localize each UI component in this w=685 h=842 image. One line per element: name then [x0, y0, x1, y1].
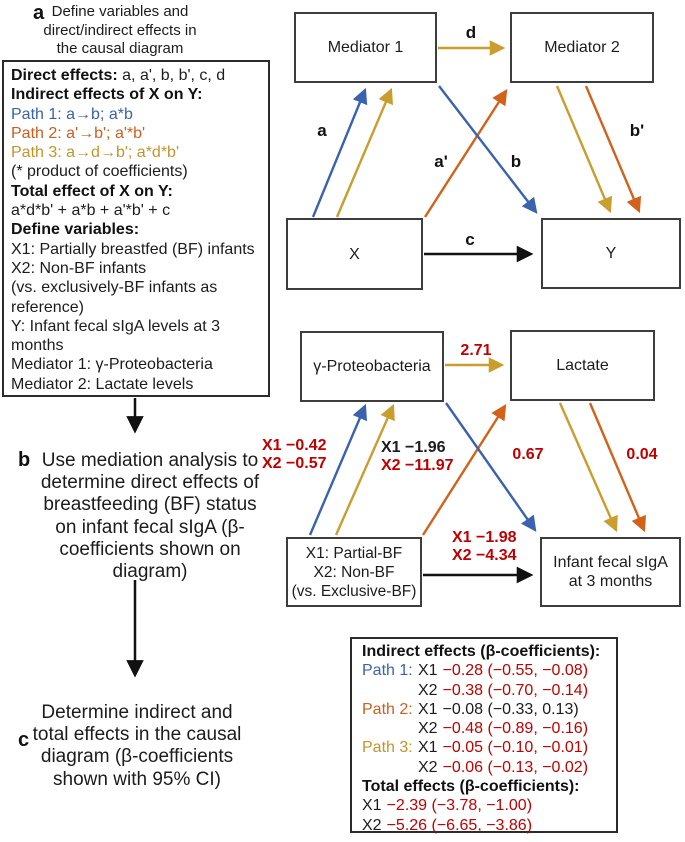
- results-path1-label: Path 1:: [362, 662, 413, 680]
- x1-label: X1: [418, 739, 438, 757]
- x1-label: X1: [362, 797, 382, 815]
- panel-c-description-line: total effects in the causal: [32, 724, 242, 746]
- results-path1-x2: [418, 681, 588, 700]
- indirect-effects-label: Indirect effects of X on Y:: [11, 86, 203, 104]
- coef-a-prime: [381, 439, 454, 476]
- definitions-box: [2, 60, 270, 397]
- variable-line: (vs. exclusively-BF infants as: [11, 279, 218, 297]
- total-effects-x1: [362, 796, 606, 815]
- edge-label-b: b: [510, 152, 522, 171]
- panel-a-title-line: direct/indirect effects in: [43, 21, 197, 39]
- indirect-effects-title: Indirect effects (β-coefficients):: [362, 643, 601, 660]
- variable-line: X2: Non-BF infants: [11, 259, 147, 277]
- node-bf-status-line: X2: Non-BF: [313, 563, 395, 581]
- panel-b-description-line: diagram): [112, 561, 188, 583]
- path3-definition: Path 3: a→d→b'; a*d*b': [11, 144, 179, 162]
- arrow-path3-lactate-to-siga: [560, 403, 616, 530]
- total-effects-x2: [362, 816, 606, 835]
- panel-b-description-line: determine direct effects of: [40, 472, 260, 494]
- panel-c-description-line: Determine indirect and: [41, 702, 233, 723]
- panel-c-label: c: [18, 729, 30, 751]
- arrow-b-prime-coef: [590, 403, 644, 530]
- x2-label: X2: [418, 681, 438, 699]
- panel-b-description-line: on infant fecal sIgA (β-: [55, 516, 245, 538]
- arrow-a-x-to-m1: [313, 90, 365, 217]
- direct-effects-values: a, a', b, b', c, d: [117, 67, 226, 84]
- edge-label-a-prime: a': [434, 152, 448, 171]
- variable-line: months: [11, 337, 64, 355]
- panel-a-title-line: Define variables and: [51, 3, 189, 20]
- variable-line: Mediator 1: γ-Proteobacteria: [11, 356, 213, 374]
- edge-label-b-prime: b': [629, 121, 645, 140]
- node-infant-siga-line: at 3 months: [568, 573, 653, 590]
- node-mediator2: [510, 12, 654, 83]
- panel-a-title: [40, 3, 200, 59]
- coef-b-prime: 0.04: [626, 446, 658, 463]
- results-path2-x1: [418, 700, 588, 719]
- x1-label: X1: [418, 662, 438, 680]
- x2-label: X2: [418, 720, 438, 738]
- results-path3-x2: [418, 758, 588, 777]
- panel-b-description: [40, 450, 260, 583]
- x1-value: −2.39 (−3.78, −1.00): [386, 797, 533, 815]
- node-mediator1: [294, 12, 437, 83]
- direct-effects-line: [11, 66, 261, 85]
- coef-c: [452, 529, 517, 566]
- node-x: [286, 218, 423, 290]
- panel-b-description-line: Use mediation analysis to: [41, 450, 259, 471]
- coef-a-x1: X1 −0.42: [262, 437, 327, 454]
- node-bf-status-line: X1: Partial-BF: [305, 544, 403, 562]
- results-path2-label: Path 2:: [362, 700, 413, 718]
- coefficient-note: (* product of coefficients): [11, 163, 188, 181]
- node-bf-status: [286, 537, 422, 607]
- results-path2-values: [418, 700, 588, 739]
- total-effect-label: Total effect of X on Y:: [11, 182, 173, 200]
- edge-label-c: c: [465, 230, 475, 249]
- x1-label: X1: [418, 700, 438, 718]
- variable-line: Y: Infant fecal sIgA levels at 3: [11, 317, 221, 335]
- x2-value: −0.48 (−0.89, −0.16): [442, 720, 589, 738]
- results-path2-row: [362, 700, 606, 739]
- coef-d: 2.71: [460, 342, 492, 359]
- x2-label: X2: [418, 758, 438, 776]
- arrow-b-prime-m2-to-y: [586, 86, 639, 211]
- x1-value: −0.05 (−0.10, −0.01): [442, 739, 589, 757]
- coef-c-x2: X2 −4.34: [452, 547, 517, 565]
- results-path2-x2: [418, 719, 588, 738]
- total-effect-formula: a*d*b' + a*b + a'*b' + c: [11, 202, 171, 220]
- coef-a-x2: X2 −0.57: [262, 454, 327, 472]
- coef-a-prime-x1: X1 −1.96: [381, 439, 446, 456]
- node-y: [541, 218, 681, 289]
- variable-line: Mediator 2: Lactate levels: [11, 375, 194, 393]
- arrow-b-m1-to-y: [439, 86, 536, 212]
- arrow-path3-x-to-m1: [337, 90, 391, 217]
- panel-c-description-line: shown with 95% CI): [53, 768, 221, 790]
- node-bf-status-line: (vs. Exclusive-BF): [291, 582, 417, 600]
- results-path1-values: [418, 661, 588, 700]
- x2-value: −5.26 (−6.65, −3.86): [386, 816, 533, 834]
- x2-value: −0.06 (−0.13, −0.02): [442, 758, 589, 776]
- node-mediator1-label: Mediator 1: [327, 39, 404, 56]
- results-path1-x1: [418, 661, 588, 680]
- panel-a-title-line: the causal diagram: [56, 40, 184, 58]
- results-path3-x1: [418, 738, 588, 757]
- node-lactate: [510, 330, 655, 401]
- coef-b: 0.67: [512, 446, 544, 463]
- results-path3-values: [418, 738, 588, 777]
- arrow-b-coef: [446, 403, 535, 530]
- results-path1-row: [362, 661, 606, 700]
- coef-a: [262, 437, 327, 473]
- node-mediator2-label: Mediator 2: [544, 39, 620, 56]
- panel-c-description: [27, 702, 247, 791]
- x1-value: −0.28 (−0.55, −0.08): [442, 662, 589, 680]
- x2-value: −0.38 (−0.70, −0.14): [442, 681, 589, 699]
- variable-line: X1: Partially breastfed (BF) infants: [11, 240, 255, 258]
- edge-label-a: a: [317, 121, 327, 140]
- results-box: [350, 637, 618, 833]
- results-path3-label: Path 3:: [362, 739, 413, 757]
- panel-a-label: a: [33, 2, 45, 24]
- panel-b-description-line: breastfeeding (BF) status: [43, 494, 257, 516]
- node-infant-siga: [540, 537, 681, 607]
- coef-c-x1: X1 −1.98: [452, 529, 517, 546]
- panel-c-description-line: diagram (β-coefficients: [40, 746, 234, 768]
- panel-b-description-line: coefficients shown on: [59, 538, 241, 560]
- node-lactate-label: Lactate: [556, 357, 609, 374]
- node-x-label: X: [349, 245, 360, 263]
- panel-b-label: b: [18, 449, 31, 471]
- define-variables-label: Define variables:: [11, 221, 140, 239]
- coef-a-prime-x2: X2 −11.97: [381, 457, 454, 475]
- results-path3-row: [362, 738, 606, 777]
- x1-value: −0.08 (−0.33, 0.13): [442, 700, 579, 718]
- arrow-path3-m2-to-y: [557, 86, 610, 211]
- node-y-label: Y: [605, 245, 617, 262]
- node-gproteobacteria: [300, 331, 444, 402]
- node-infant-siga-line: Infant fecal sIgA: [553, 554, 668, 571]
- path2-definition: Path 2: a'→b'; a'*b': [11, 124, 146, 142]
- direct-effects-label: Direct effects:: [11, 67, 118, 84]
- total-effects-title: Total effects (β-coefficients):: [362, 778, 580, 796]
- path1-definition: Path 1: a→b; a*b: [11, 105, 133, 123]
- variable-line: reference): [11, 298, 84, 316]
- x2-label: X2: [362, 816, 382, 834]
- edge-label-d: d: [465, 23, 477, 42]
- node-gproteobacteria-label: γ-Proteobacteria: [313, 358, 431, 375]
